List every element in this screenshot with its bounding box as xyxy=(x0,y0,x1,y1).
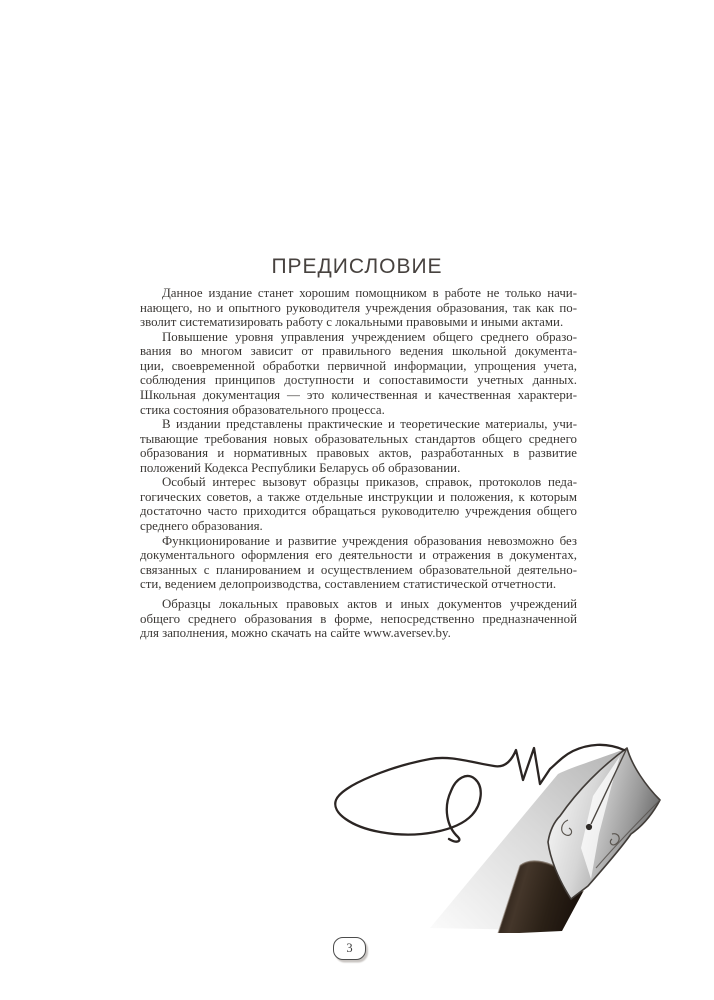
paragraph xyxy=(140,475,577,533)
text-line: соблюдения принципов доступности и сопоставимости учетных данных. xyxy=(140,373,577,388)
text-line: Повышение уровня управления учреждением общего среднего образо- xyxy=(162,329,577,344)
text-line: ции, своевременной обработки первичной информации, упрощения учета, xyxy=(140,358,577,373)
text-line: среднего образования. xyxy=(140,519,263,533)
paragraph xyxy=(140,286,577,330)
text-line: вания во многом зависит от правильного ведения школьной документа- xyxy=(140,344,577,359)
pen-nib-shape xyxy=(548,748,660,899)
text-line: сти, ведением делопроизводства, составлением статистической отчетности. xyxy=(140,577,557,592)
text-line: тывающие требования новых образовательных стандартов общего среднего xyxy=(140,431,577,446)
text-line: образования и нормативных правовых актов, разработанных в развитие xyxy=(140,446,577,461)
text-line: В издании представлены практические и теоретические материалы, учи- xyxy=(162,417,577,432)
preface-text xyxy=(140,286,577,641)
paragraph xyxy=(140,417,577,475)
text-line: связанных с планированием и осуществлением образовательной деятельно- xyxy=(140,562,577,577)
text-line: гогических советов, а также отдельные инструкции и положения, к которым xyxy=(140,489,577,504)
text-line: зволит систематизировать работу с локальными правовыми и иными актами. xyxy=(140,315,564,330)
paragraph xyxy=(140,330,577,417)
text-line: для заполнения, можно скачать на сайте www.aversev.by. xyxy=(140,626,451,641)
text-line: нающего, но и опытного руководителя учреждения образования, так как по- xyxy=(140,300,577,315)
fountain-pen-illustration xyxy=(330,738,670,933)
page-number: 3 xyxy=(346,941,353,955)
page-title: ПРЕДИСЛОВИЕ xyxy=(271,255,443,278)
text-line: Функционирование и развитие учреждения образования невозможно без xyxy=(162,533,577,548)
paragraph xyxy=(140,597,577,641)
text-line: положений Кодекса Республики Беларусь об образовании. xyxy=(140,460,461,475)
paragraph xyxy=(140,534,577,592)
text-line: стика состояния образовательного процесса. xyxy=(140,402,385,417)
text-line: документального оформления его деятельности и отражения в документах, xyxy=(140,548,577,563)
text-line: достаточно часто приходится обращаться руководителю учреждения общего xyxy=(140,504,577,519)
text-line: Особый интерес вызовут образцы приказов, справок, протоколов педа- xyxy=(162,475,577,490)
text-line: Данное издание станет хорошим помощником в работе не только начи- xyxy=(162,286,577,300)
page-number-badge xyxy=(333,937,366,960)
text-line: Образцы локальных правовых актов и иных документов учреждений xyxy=(162,597,577,612)
text-line: Школьная документация — это количественная и качественная характери- xyxy=(140,387,577,402)
text-line: общего среднего образования в форме, непосредственно предназначенной xyxy=(140,611,577,626)
